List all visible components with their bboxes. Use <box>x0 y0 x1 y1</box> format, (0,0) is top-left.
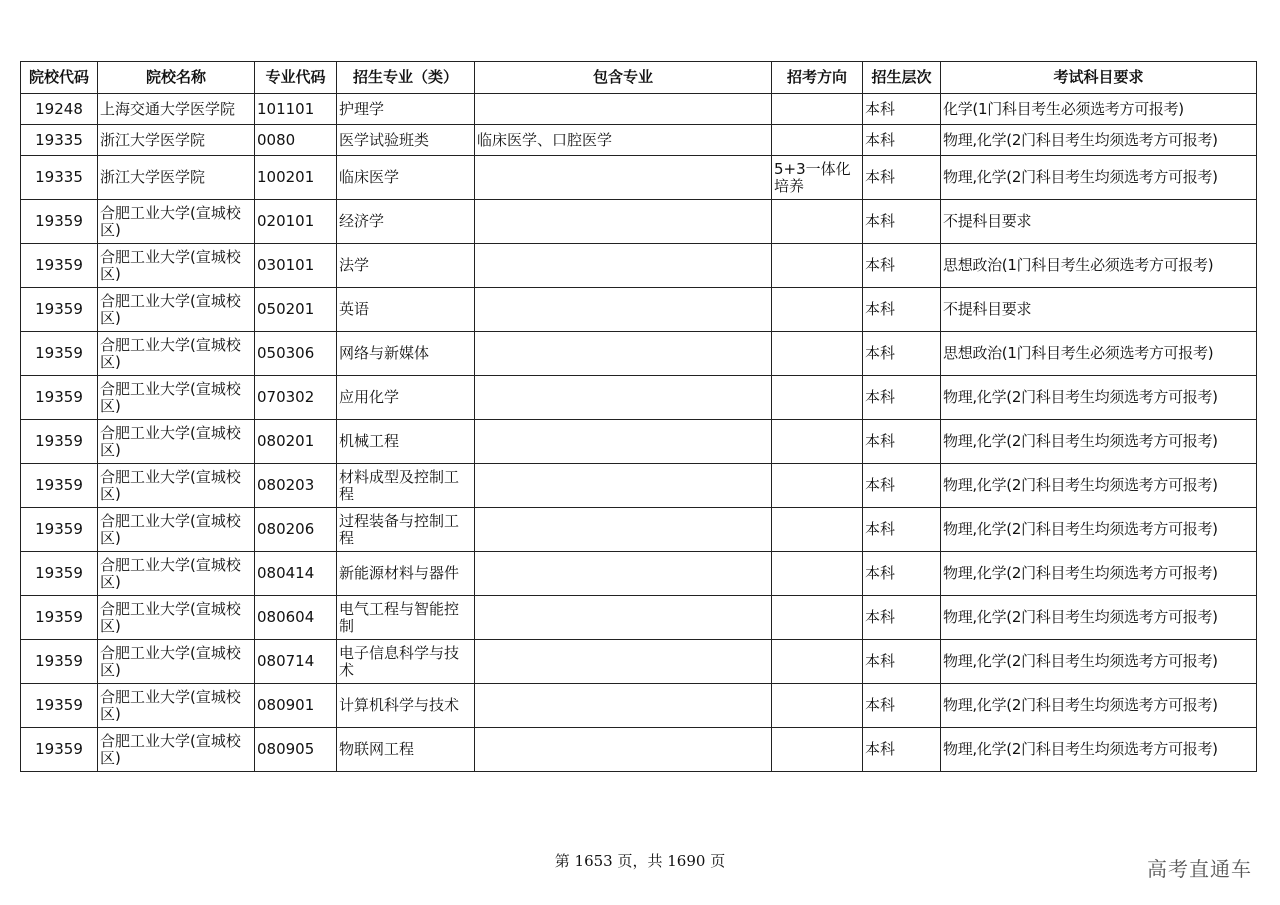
direction-cell <box>772 125 863 156</box>
major-code-cell: 050201 <box>255 288 337 332</box>
subject-requirements-cell: 物理,化学(2门科目考生均须选考方可报考) <box>941 640 1257 684</box>
major-cell: 计算机科学与技术 <box>337 684 475 728</box>
included-majors-cell: 临床医学、口腔医学 <box>475 125 772 156</box>
school-code-cell: 19359 <box>21 684 98 728</box>
school-name-cell: 浙江大学医学院 <box>98 125 255 156</box>
level-cell: 本科 <box>863 200 941 244</box>
subject-requirements-cell: 物理,化学(2门科目考生均须选考方可报考) <box>941 596 1257 640</box>
major-cell: 电子信息科学与技术 <box>337 640 475 684</box>
included-majors-cell <box>475 376 772 420</box>
major-cell: 机械工程 <box>337 420 475 464</box>
subject-requirements-cell: 化学(1门科目考生必须选考方可报考) <box>941 94 1257 125</box>
school-code-cell: 19359 <box>21 420 98 464</box>
subject-requirements-cell: 物理,化学(2门科目考生均须选考方可报考) <box>941 156 1257 200</box>
level-cell: 本科 <box>863 288 941 332</box>
level-cell: 本科 <box>863 94 941 125</box>
school-code-cell: 19359 <box>21 200 98 244</box>
admissions-table <box>20 61 1257 772</box>
table-row <box>21 552 1257 596</box>
school-code-cell: 19335 <box>21 125 98 156</box>
included-majors-cell <box>475 508 772 552</box>
level-cell: 本科 <box>863 684 941 728</box>
major-cell: 材料成型及控制工程 <box>337 464 475 508</box>
level-cell: 本科 <box>863 596 941 640</box>
school-code-cell: 19359 <box>21 552 98 596</box>
table-row <box>21 288 1257 332</box>
subject-requirements-cell: 物理,化学(2门科目考生均须选考方可报考) <box>941 125 1257 156</box>
school-name-cell: 合肥工业大学(宣城校区) <box>98 332 255 376</box>
school-code-cell: 19359 <box>21 728 98 772</box>
included-majors-cell <box>475 420 772 464</box>
school-name-cell: 合肥工业大学(宣城校区) <box>98 728 255 772</box>
direction-cell <box>772 640 863 684</box>
subject-requirements-cell: 不提科目要求 <box>941 288 1257 332</box>
direction-cell <box>772 200 863 244</box>
major-cell: 法学 <box>337 244 475 288</box>
level-cell: 本科 <box>863 376 941 420</box>
school-code-cell: 19359 <box>21 244 98 288</box>
subject-requirements-cell: 物理,化学(2门科目考生均须选考方可报考) <box>941 464 1257 508</box>
school-code-cell: 19359 <box>21 332 98 376</box>
major-code-cell: 020101 <box>255 200 337 244</box>
direction-cell <box>772 464 863 508</box>
included-majors-cell <box>475 332 772 376</box>
major-cell: 临床医学 <box>337 156 475 200</box>
subject-requirements-cell: 思想政治(1门科目考生必须选考方可报考) <box>941 332 1257 376</box>
major-code-cell: 070302 <box>255 376 337 420</box>
included-majors-cell <box>475 288 772 332</box>
included-majors-cell <box>475 552 772 596</box>
major-cell: 新能源材料与器件 <box>337 552 475 596</box>
table-row <box>21 376 1257 420</box>
direction-cell <box>772 684 863 728</box>
major-code-cell: 080206 <box>255 508 337 552</box>
header-included-majors: 包含专业 <box>475 62 772 94</box>
school-name-cell: 合肥工业大学(宣城校区) <box>98 552 255 596</box>
direction-cell <box>772 596 863 640</box>
header-school-code: 院校代码 <box>21 62 98 94</box>
level-cell: 本科 <box>863 552 941 596</box>
school-name-cell: 合肥工业大学(宣城校区) <box>98 200 255 244</box>
included-majors-cell <box>475 244 772 288</box>
subject-requirements-cell: 物理,化学(2门科目考生均须选考方可报考) <box>941 420 1257 464</box>
subject-requirements-cell: 物理,化学(2门科目考生均须选考方可报考) <box>941 376 1257 420</box>
table-row <box>21 684 1257 728</box>
level-cell: 本科 <box>863 125 941 156</box>
school-name-cell: 合肥工业大学(宣城校区) <box>98 244 255 288</box>
school-name-cell: 合肥工业大学(宣城校区) <box>98 596 255 640</box>
included-majors-cell <box>475 156 772 200</box>
included-majors-cell <box>475 200 772 244</box>
table-row <box>21 508 1257 552</box>
major-code-cell: 100201 <box>255 156 337 200</box>
header-major: 招生专业（类） <box>337 62 475 94</box>
table-row <box>21 156 1257 200</box>
direction-cell <box>772 288 863 332</box>
level-cell: 本科 <box>863 728 941 772</box>
included-majors-cell <box>475 464 772 508</box>
major-cell: 医学试验班类 <box>337 125 475 156</box>
direction-cell <box>772 94 863 125</box>
major-code-cell: 050306 <box>255 332 337 376</box>
header-subject-requirements: 考试科目要求 <box>941 62 1257 94</box>
school-name-cell: 合肥工业大学(宣城校区) <box>98 420 255 464</box>
subject-requirements-cell: 物理,化学(2门科目考生均须选考方可报考) <box>941 684 1257 728</box>
table-row <box>21 596 1257 640</box>
table-row <box>21 640 1257 684</box>
school-code-cell: 19359 <box>21 508 98 552</box>
major-cell: 电气工程与智能控制 <box>337 596 475 640</box>
school-code-cell: 19359 <box>21 464 98 508</box>
major-code-cell: 080201 <box>255 420 337 464</box>
table-row <box>21 94 1257 125</box>
major-code-cell: 080905 <box>255 728 337 772</box>
included-majors-cell <box>475 94 772 125</box>
major-cell: 护理学 <box>337 94 475 125</box>
major-cell: 经济学 <box>337 200 475 244</box>
header-direction: 招考方向 <box>772 62 863 94</box>
major-code-cell: 080203 <box>255 464 337 508</box>
direction-cell <box>772 244 863 288</box>
direction-cell <box>772 420 863 464</box>
school-name-cell: 合肥工业大学(宣城校区) <box>98 684 255 728</box>
page-number: 第 1653 页，共 1690 页 <box>554 852 726 870</box>
school-code-cell: 19359 <box>21 640 98 684</box>
school-name-cell: 合肥工业大学(宣城校区) <box>98 640 255 684</box>
school-code-cell: 19359 <box>21 376 98 420</box>
table-body <box>21 94 1257 772</box>
table-row <box>21 728 1257 772</box>
major-code-cell: 080901 <box>255 684 337 728</box>
school-name-cell: 合肥工业大学(宣城校区) <box>98 288 255 332</box>
level-cell: 本科 <box>863 420 941 464</box>
header-school-name: 院校名称 <box>98 62 255 94</box>
school-name-cell: 合肥工业大学(宣城校区) <box>98 508 255 552</box>
header-level: 招生层次 <box>863 62 941 94</box>
level-cell: 本科 <box>863 244 941 288</box>
included-majors-cell <box>475 640 772 684</box>
direction-cell: 5+3一体化培养 <box>772 156 863 200</box>
table-row <box>21 464 1257 508</box>
level-cell: 本科 <box>863 156 941 200</box>
school-code-cell: 19359 <box>21 288 98 332</box>
school-name-cell: 浙江大学医学院 <box>98 156 255 200</box>
table-header-row <box>21 62 1257 94</box>
direction-cell <box>772 508 863 552</box>
major-cell: 物联网工程 <box>337 728 475 772</box>
level-cell: 本科 <box>863 332 941 376</box>
major-code-cell: 080414 <box>255 552 337 596</box>
watermark-logo: 高考直通车 <box>1147 857 1252 881</box>
school-name-cell: 上海交通大学医学院 <box>98 94 255 125</box>
major-code-cell: 030101 <box>255 244 337 288</box>
subject-requirements-cell: 物理,化学(2门科目考生均须选考方可报考) <box>941 552 1257 596</box>
major-code-cell: 080604 <box>255 596 337 640</box>
school-code-cell: 19248 <box>21 94 98 125</box>
included-majors-cell <box>475 728 772 772</box>
direction-cell <box>772 376 863 420</box>
school-code-cell: 19359 <box>21 596 98 640</box>
direction-cell <box>772 552 863 596</box>
school-name-cell: 合肥工业大学(宣城校区) <box>98 464 255 508</box>
subject-requirements-cell: 不提科目要求 <box>941 200 1257 244</box>
school-name-cell: 合肥工业大学(宣城校区) <box>98 376 255 420</box>
table-row <box>21 332 1257 376</box>
major-cell: 英语 <box>337 288 475 332</box>
level-cell: 本科 <box>863 640 941 684</box>
included-majors-cell <box>475 596 772 640</box>
header-major-code: 专业代码 <box>255 62 337 94</box>
direction-cell <box>772 728 863 772</box>
major-code-cell: 080714 <box>255 640 337 684</box>
school-code-cell: 19335 <box>21 156 98 200</box>
major-cell: 过程装备与控制工程 <box>337 508 475 552</box>
level-cell: 本科 <box>863 464 941 508</box>
table-row <box>21 200 1257 244</box>
major-cell: 应用化学 <box>337 376 475 420</box>
subject-requirements-cell: 物理,化学(2门科目考生均须选考方可报考) <box>941 508 1257 552</box>
major-cell: 网络与新媒体 <box>337 332 475 376</box>
table-row <box>21 420 1257 464</box>
major-code-cell: 0080 <box>255 125 337 156</box>
major-code-cell: 101101 <box>255 94 337 125</box>
direction-cell <box>772 332 863 376</box>
level-cell: 本科 <box>863 508 941 552</box>
table-row <box>21 125 1257 156</box>
included-majors-cell <box>475 684 772 728</box>
subject-requirements-cell: 物理,化学(2门科目考生均须选考方可报考) <box>941 728 1257 772</box>
subject-requirements-cell: 思想政治(1门科目考生必须选考方可报考) <box>941 244 1257 288</box>
table-row <box>21 244 1257 288</box>
